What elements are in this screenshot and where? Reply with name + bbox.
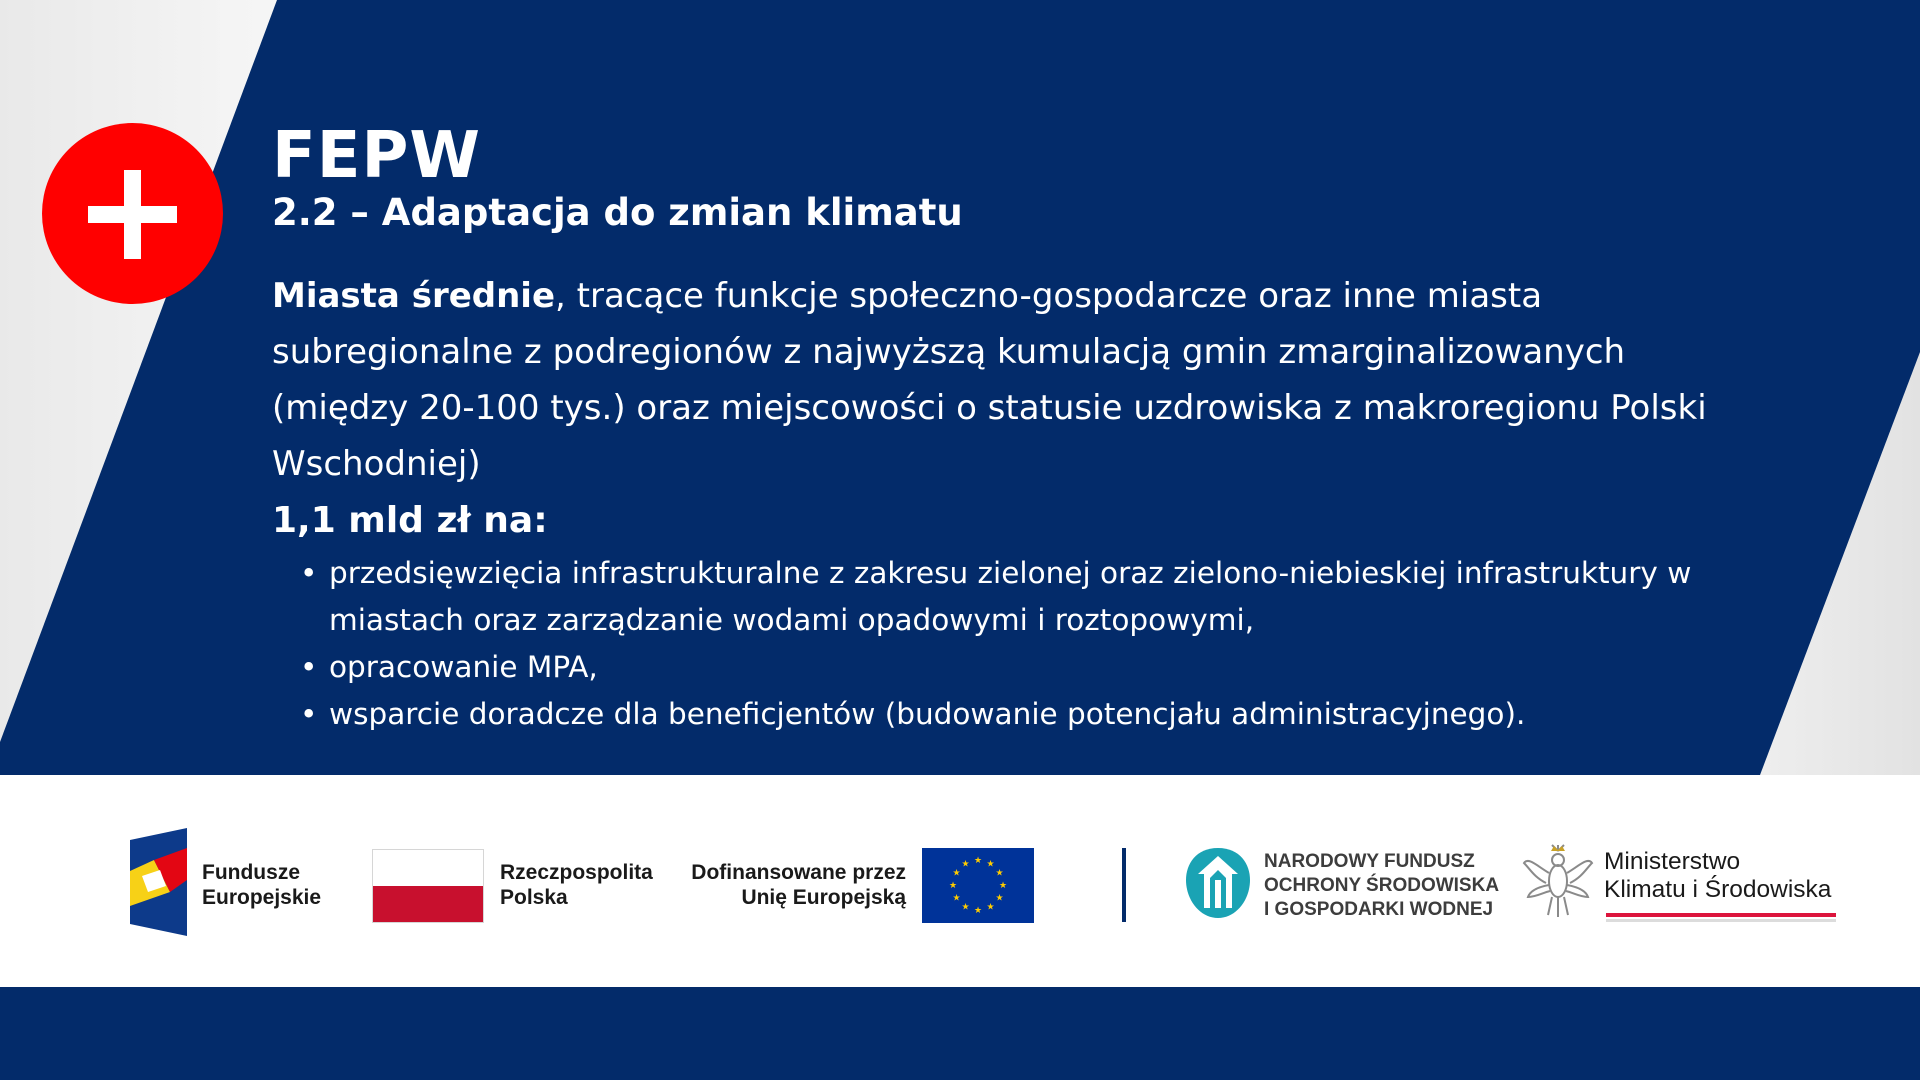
svg-text:★: ★: [986, 859, 995, 870]
rp-line2: Polska: [500, 886, 568, 909]
logo-divider: [1122, 848, 1126, 922]
description-lead: Miasta średnie: [272, 276, 556, 316]
svg-text:★: ★: [948, 881, 958, 891]
bullet-icon: •: [300, 556, 318, 590]
polish-flag-icon: [372, 849, 484, 923]
eu-logo-text: [678, 860, 906, 910]
page-title: FEPW: [272, 119, 481, 193]
svg-text:★: ★: [995, 893, 1004, 904]
funding-list: [300, 550, 1700, 738]
description-rest: , tracące funkcje społeczno-gospodarcze oraz inne miasta subregionalne z podregionów z najwyższą kumulacją gmin zmarginalizowanych (między 20-100 tys.) oraz miejscowości o statusie uzdrowiska z makroregionu Polski Wschodniej): [272, 276, 1707, 484]
svg-text:★: ★: [961, 859, 970, 870]
footer-band: [0, 987, 1920, 1080]
nfos-line1: NARODOWY FUNDUSZ: [1264, 851, 1475, 872]
nfos-logo: [1184, 846, 1252, 920]
bullet-icon: •: [300, 650, 318, 684]
list-item: [300, 644, 1700, 691]
bullet-icon: •: [300, 697, 318, 731]
funding-amount: 1,1 mld zł na:: [272, 500, 548, 541]
ms-grey-underline: [1606, 919, 1836, 922]
ms-logo-text: [1604, 848, 1831, 904]
list-item-text: opracowanie MPA,: [329, 650, 598, 684]
list-item: [300, 550, 1700, 644]
list-item: [300, 691, 1700, 738]
page-subtitle: 2.2 – Adaptacja do zmian klimatu: [272, 191, 963, 234]
fe-line1: Fundusze: [202, 861, 300, 884]
svg-text:★: ★: [995, 868, 1004, 879]
fe-line2: Europejskie: [202, 886, 322, 909]
svg-text:★: ★: [961, 902, 970, 913]
eu-line2: Unię Europejską: [741, 886, 906, 909]
rp-logo-text: [500, 860, 653, 910]
ms-red-underline: [1606, 913, 1836, 917]
ms-line2: Klimatu i Środowiska: [1604, 876, 1832, 903]
eu-line1: Dofinansowane przez: [691, 861, 906, 884]
nfos-line3: I GOSPODARKI WODNEJ: [1264, 899, 1494, 920]
plus-badge: [42, 123, 223, 304]
svg-text:★: ★: [998, 881, 1008, 891]
fundusze-europejskie-logo: [130, 828, 187, 936]
nfos-logo-text: [1264, 850, 1499, 922]
eu-flag-icon: [922, 848, 1034, 923]
svg-text:★: ★: [952, 868, 961, 879]
polish-eagle-emblem: [1520, 843, 1596, 923]
nfos-line2: OCHRONY ŚRODOWISKA: [1264, 875, 1500, 896]
svg-text:★: ★: [973, 856, 983, 866]
rp-line1: Rzeczpospolita: [500, 861, 653, 884]
list-item-text: wsparcie doradcze dla beneficjentów (budowanie potencjału administracyjnego).: [329, 697, 1526, 731]
list-item-text: przedsięwzięcia infrastrukturalne z zakresu zielonej oraz zielono-niebieskiej infrastruktury w miastach oraz zarządzanie wodami opadowymi i roztopowymi,: [329, 556, 1692, 637]
svg-text:★: ★: [986, 902, 995, 913]
ms-line1: Ministerstwo: [1604, 848, 1741, 875]
fe-logo-text: [202, 860, 321, 910]
description-paragraph: [272, 268, 1752, 492]
svg-text:★: ★: [973, 906, 983, 916]
svg-text:★: ★: [952, 893, 961, 904]
